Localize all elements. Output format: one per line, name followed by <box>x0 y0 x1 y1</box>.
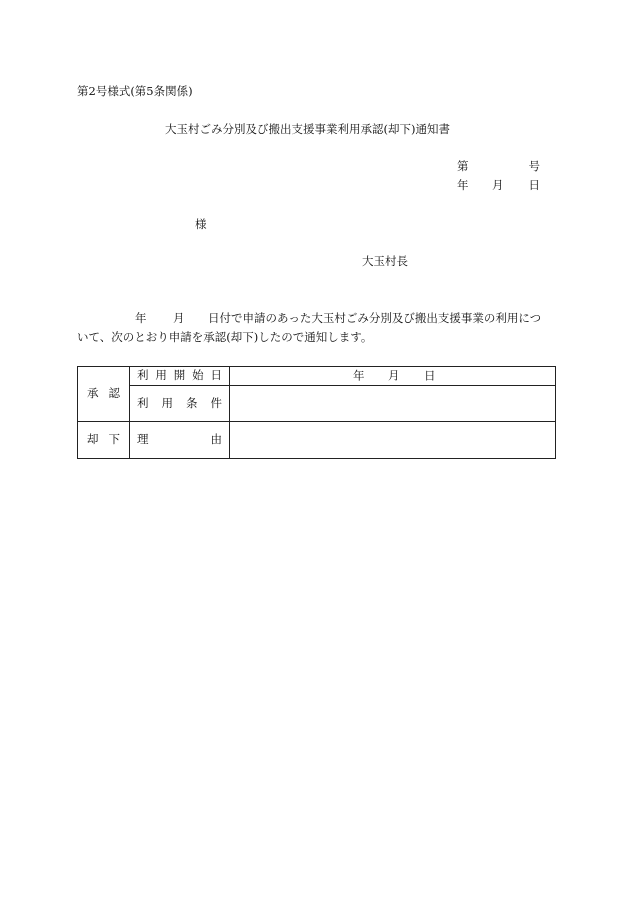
start-date-label-char: 利 <box>137 368 149 383</box>
start-date-label-cell <box>130 367 230 386</box>
approval-label-char: 認 <box>108 386 120 401</box>
start-date-day: 日 <box>424 368 436 383</box>
rejection-label-char: 却 <box>87 432 99 447</box>
start-date-year: 年 <box>353 368 365 383</box>
addressee-suffix: 様 <box>195 217 207 231</box>
start-date-label-char: 日 <box>210 368 222 383</box>
document-title: 大玉村ごみ分別及び搬出支援事業利用承認(却下)通知書 <box>165 122 450 136</box>
reason-label-cell <box>130 422 230 459</box>
rejection-label-char: 下 <box>108 432 120 447</box>
conditions-label-char: 利 <box>137 395 149 410</box>
conditions-label-char: 件 <box>210 395 222 410</box>
start-date-value-cell[interactable] <box>230 367 556 386</box>
start-date-month: 月 <box>388 368 400 383</box>
approval-label-cell <box>78 367 130 422</box>
rejection-label-cell <box>78 422 130 459</box>
body-line1-rest: 日付で申請のあった大玉村ごみ分別及び搬出支援事業の利用につ <box>208 311 542 325</box>
body-year: 年 <box>135 311 147 325</box>
approval-form-table <box>77 366 556 459</box>
body-text-line-2: いて、次のとおり申請を承認(却下)したので通知します。 <box>77 330 373 344</box>
conditions-label-char: 条 <box>186 395 198 410</box>
document-number-prefix: 第 <box>457 159 469 173</box>
issue-date-month: 月 <box>492 178 504 192</box>
start-date-label-char: 始 <box>192 368 204 383</box>
reason-label-char: 由 <box>210 432 222 447</box>
approval-label-char: 承 <box>87 386 99 401</box>
issue-date-year: 年 <box>457 178 469 192</box>
form-number: 第2号様式(第5条関係) <box>77 84 193 98</box>
start-date-label-char: 開 <box>173 368 186 383</box>
issuer-name: 大玉村長 <box>362 254 408 268</box>
conditions-value-cell[interactable] <box>230 386 556 422</box>
start-date-label-char: 用 <box>155 368 167 383</box>
document-number-suffix: 号 <box>528 159 540 173</box>
reason-value-cell[interactable] <box>230 422 556 459</box>
issue-date-day: 日 <box>528 178 540 192</box>
body-month: 月 <box>173 311 185 325</box>
conditions-label-char: 用 <box>161 395 173 410</box>
conditions-label-cell <box>130 386 230 422</box>
reason-label-char: 理 <box>137 432 149 447</box>
